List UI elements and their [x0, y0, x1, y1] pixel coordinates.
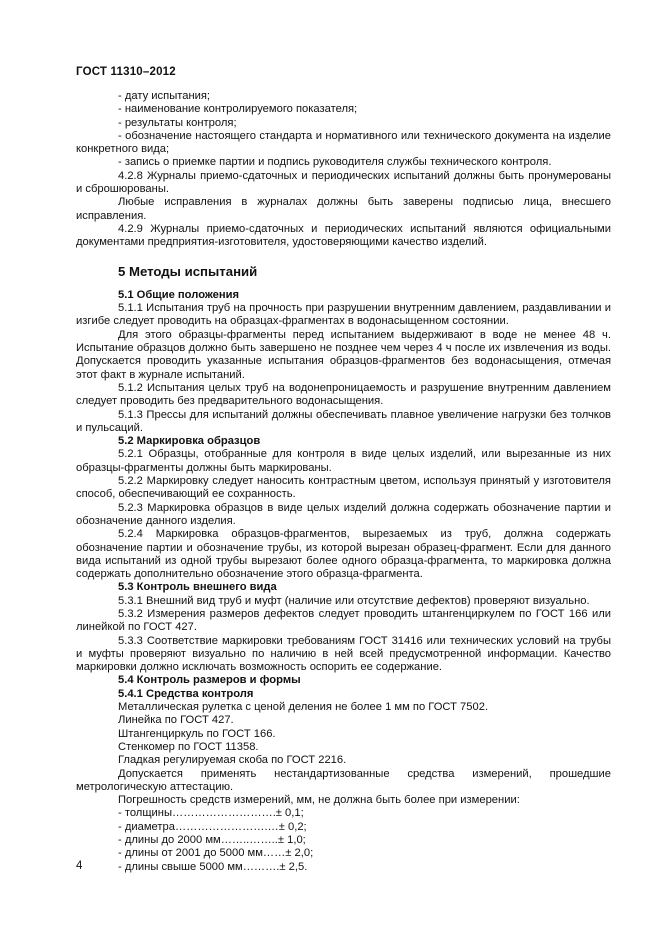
list-item: - длины свыше 5000 мм……….± 2,5.: [118, 860, 308, 873]
paragraph: 5.2.2 Маркировку следует наносить контрастным цветом, используя принятый у изготовителя способ, обеспечивающий ее сохранность.: [76, 475, 611, 501]
list-item: - запись о приемке партии и подпись руководителя службы технического контроля.: [118, 156, 552, 169]
list-item: - диаметра…………………….…± 0,2;: [118, 820, 307, 833]
list-item: - наименование контролируемого показателя;: [118, 103, 358, 116]
paragraph: 5.2.1 Образцы, отобранные для контроля в виде целых изделий, или вырезанные из них образцы-фрагменты должны быть маркированы.: [76, 448, 611, 474]
subsection-heading: 5.2 Маркировка образцов: [118, 435, 261, 448]
page-header: ГОСТ 11310–2012: [76, 66, 176, 78]
paragraph: Штангенциркуль по ГОСТ 166.: [118, 727, 276, 740]
paragraph: 5.3.2 Измерения размеров дефектов следует проводить штангенциркулем по ГОСТ 166 или линейкой по ГОСТ 427.: [76, 607, 611, 634]
paragraph: 5.3.1 Внешний вид труб и муфт (наличие или отсутствие дефектов) проверяют визуально.: [118, 594, 590, 607]
paragraph: 4.2.8 Журналы приемо-сдаточных и периодических испытаний должны быть пронумерованы и сброшюрованы.: [76, 169, 611, 196]
paragraph: Стенкомер по ГОСТ 11358.: [118, 740, 259, 753]
paragraph: 5.1.2 Испытания целых труб на водонепроницаемость и разрушение внутренним давлением следует проводить без предварительного водонасыщения.: [76, 381, 611, 408]
paragraph: 5.2.4 Маркировка образцов-фрагментов, вырезаемых из труб, должна содержать обозначение партии и обозначение трубы, из которой вырезан образец-фрагмент. Если для данного вида испытаний из одной трубы вырезают более одного образца-фрагмента, то маркировка должна содержать дополнительно обозначение этого образца-фрагмента.: [76, 528, 611, 581]
section-heading: 5 Методы испытаний: [118, 263, 258, 279]
paragraph: 5.3.3 Соответствие маркировки требованиям ГОСТ 31416 или технических условий на трубы и муфты проверяют визуально по наличию в ней всей предусмотренной информации. Качество маркировки должно исключать возможность оспорить ее содержание.: [76, 634, 611, 674]
paragraph: Любые исправления в журналах должны быть заверены подписью лица, внесшего исправления.: [76, 196, 611, 222]
list-item: - длины до 2000 мм……..……..± 1,0;: [118, 834, 306, 847]
list-item: - обозначение настоящего стандарта и нормативного или технического документа на изделие конкретного вида;: [76, 129, 611, 156]
paragraph: Линейка по ГОСТ 427.: [118, 714, 234, 727]
subsection-heading: 5.3 Контроль внешнего вида: [118, 581, 277, 594]
page-number: 4: [76, 860, 83, 872]
paragraph: Для этого образцы-фрагменты перед испытанием выдерживают в воде не менее 48 ч. Испытание образцов должно быть завершено не позднее чем через 4 ч после их извлечения из воды. Допускается проводить указанные испытания образцов-фрагментов без водонасыщения, отмечая этот факт в журнале испытаний.: [76, 328, 611, 381]
paragraph: 5.2.3 Маркировка образцов в виде целых изделий должна содержать обозначение партии и обозначение данного изделия.: [76, 501, 611, 527]
subsection-heading: 5.1 Общие положения: [118, 288, 240, 301]
list-item: - дату испытания;: [118, 90, 211, 102]
paragraph: 5.1.1 Испытания труб на прочность при разрушении внутренним давлением, раздавливании и изгибе следует проводить на образцах-фрагментах в водонасыщенном состоянии.: [76, 302, 611, 328]
paragraph: 4.2.9 Журналы приемо-сдаточных и периодических испытаний являются официальными документами предприятия-изготовителя, удостоверяющими качество изделий.: [76, 222, 611, 249]
subsection-heading: 5.4 Контроль размеров и формы: [118, 674, 301, 687]
paragraph: Металлическая рулетка с ценой деления не более 1 мм по ГОСТ 7502.: [118, 701, 489, 714]
paragraph: Погрешность средств измерений, мм, не должна быть более при измерении:: [118, 794, 520, 807]
paragraph: Допускается применять нестандартизованные средства измерений, прошедшие метрологическую аттестацию.: [76, 767, 611, 793]
list-item: - результаты контроля;: [118, 116, 237, 129]
paragraph: Гладкая регулируемая скоба по ГОСТ 2216.: [118, 754, 347, 767]
subsection-heading: 5.4.1 Средства контроля: [118, 687, 254, 700]
paragraph: 5.1.3 Прессы для испытаний должны обеспечивать плавное увеличение нагрузки без толчков и пульсаций.: [76, 408, 611, 434]
list-item: - толщины……………………….± 0,1;: [118, 807, 304, 820]
page-body: [76, 90, 611, 874]
list-item: - длины от 2001 до 5000 мм……± 2,0;: [118, 847, 314, 860]
